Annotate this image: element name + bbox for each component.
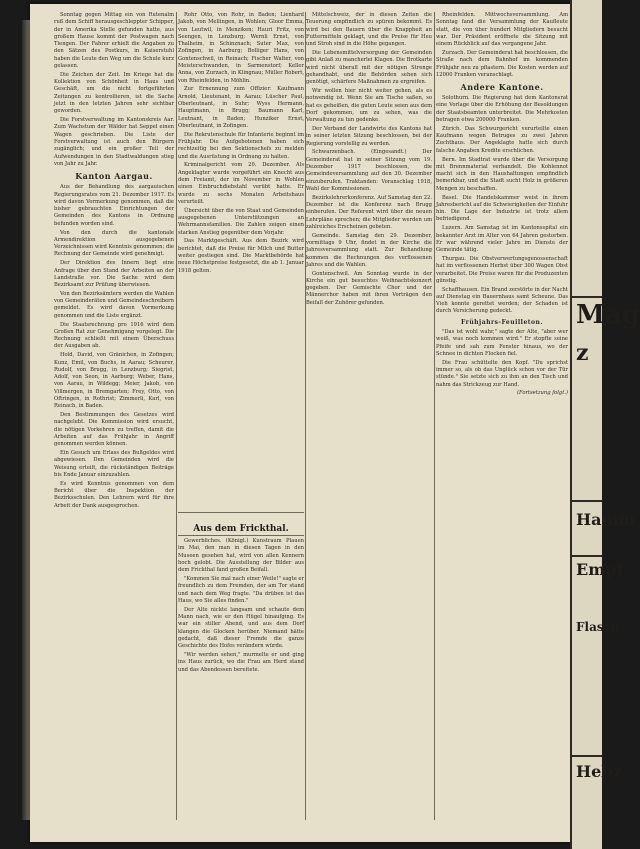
- article-paragraph: Die Rekrutenschule für Infanterie beginnt im Frühjahr. Die Aufgebotenen haben sich rechtzeitig bei den Sektionschefs zu melden und die Ausrüstung in Ordnung zu halten.: [178, 131, 304, 160]
- article-paragraph: Thurgau. Die Obstverwertungsgenossenschaft hat im verflossenen Herbst über 300 Wagen Obst verarbeitet. Die Preise waren für die Produzenten günstig.: [436, 255, 568, 284]
- feuilleton-paragraph: Gewerbliches. (Königl.) Kunstraum Plauen im Mai, den man in diesen Tagen in den Museen gesehen hat, wird von allen Kennern hoch gelobt. Die Ausstellung der Bilder aus dem Frickthal fand großen Beifall.: [178, 538, 304, 574]
- article-paragraph: Die Lebensmittelversorgung der Gemeinden gibt Anlaß zu mancherlei Klagen. Die Brotkarte wird nicht überall mit der nötigen Strenge gehandhabt, und die Behörden sehen sich genötigt, schärfere Maßnahmen zu ergreifen.: [306, 49, 432, 86]
- article-paragraph: Das Marktgeschäft. Aus dem Bezirk wird berichtet, daß die Preise für Milch und Butter weiter gestiegen sind. Die Marktbehörde hat neue Höchstpreise festgesetzt, die ab 1. Januar 1918 gelten.: [178, 238, 304, 274]
- article-paragraph: Von den durch die kantonale Armendirektion ausgegebenen Verzeichnissen wird Kenntnis genommen; die Rechnung der Gemeinde wird genehmigt.: [54, 229, 174, 258]
- ad-rule: [572, 296, 602, 298]
- article-paragraph: Zurzach. Der Gemeinderat hat beschlossen, die Straße nach dem Bahnhof im kommenden Frühjahr neu zu pflastern. Die Kosten werden auf 12000 Franken veranschlagt.: [436, 49, 568, 78]
- article-paragraph: Rheinfelden. Mittwochsversammlung. Am Sonntag fand die Versammlung der Kaufleute statt, die von über hundert Mitgliedern besucht war. Der Präsident eröffnete die Sitzung mit einem Rückblick auf das vergangene Jahr.: [436, 12, 568, 48]
- section-rule: [178, 535, 304, 536]
- next-page-strip: [570, 0, 640, 849]
- article-paragraph: Solothurn. Die Regierung hat dem Kantonsrat eine Vorlage über die Erhöhung der Besoldungen der Staatsbeamten unterbreitet. Die Mehrkosten betragen etwa 200000 Franken.: [436, 95, 568, 124]
- article-paragraph: Den Bestimmungen des Gesetzes wird nachgelebt. Die Kommission wird ersucht, die nötigen Vorkehren zu treffen, damit die Arbeiten auf das Frühjahr in Angriff genommen werden können.: [54, 412, 174, 448]
- feuilleton-title: Aus dem Frickthal.: [193, 524, 289, 534]
- column-1: [54, 12, 174, 812]
- article-paragraph: Schwarzenbach. (Eingesandt.) Der Gemeinderat hat in seiner Sitzung vom 19. Dezember 1917 beschlossen, die Gemeindeversammlung auf den 30. Dezember einzuberufen. Traktanden: Voranschlag 1918, Wahl der Kommissionen.: [306, 149, 432, 192]
- article-paragraph: Basel. Die Handelskammer weist in ihrem Jahresbericht auf die Schwierigkeiten der Einfuhr hin. Die Lage der Industrie ist trotz allem befriedigend.: [436, 194, 568, 223]
- ad-headline: Flasch: [576, 620, 620, 634]
- article-paragraph: Ein Gesuch um Erlass des Bußgeldes wird abgewiesen. Den Gemeinden wird die Weisung erteilt, die rückständigen Beiträge bis Ende Januar einzuzahlen.: [54, 450, 174, 479]
- ad-headline: Empf: [576, 560, 624, 579]
- ad-rule: [572, 500, 602, 502]
- article-paragraph: Die Staatsrechnung pro 1916 wird dem Großen Rat zur Genehmigung vorgelegt. Die Rechnung schließt mit einem Überschuss der Ausgaben ab.: [54, 321, 174, 350]
- article-paragraph: Zürich. Das Schwurgericht verurteilte einen Kaufmann wegen Betruges zu zwei Jahren Zuchthaus. Der Angeklagte hatte sich durch falsche Angaben Kredite erschlichen.: [436, 125, 568, 154]
- column-2: [178, 12, 304, 520]
- section-heading: Andere Kantone.: [460, 82, 544, 93]
- feuilleton-paragraph: Der Alte nickte langsam und schaute dem Mann nach, wie er den Hügel hinaufging. Es war ein stiller Abend, und aus dem Dorf klangen die Glocken herüber. Niemand hätte gedacht, daß dieser Fremde die ganze Geschichte des Hofes verändern würde.: [178, 606, 304, 650]
- column-4: [436, 12, 568, 812]
- feuilleton-heading-box: [178, 516, 304, 535]
- ad-headline: Hamm: [576, 510, 636, 529]
- article-paragraph: Kriminalgericht vom 20. Dezember. Als Angeklagter wurde vorgeführt ein Knecht aus dem Freiamt, der im November in Wohlen einen Einbruchdiebstahl verübt hatte. Er wurde zu sechs Monaten Arbeitshaus verurteilt.: [178, 162, 304, 205]
- article-paragraph: Die Zeichen der Zeit. Im Kriege hat die Kollektion von Schönheit in Haus und Geschäft, um die nicht fortgeführten Zeitungen zu kontrollieren, ist die Sache jetzt in den letzten Jahren sehr sichtbar geworden.: [54, 71, 174, 115]
- feuilleton-column: [178, 538, 304, 816]
- article-paragraph: "Das ist wohl wahr," sagte der Alte, "aber wer weiß, was noch kommen wird." Er stopfte seine Pfeife und sah zum Fenster hinaus, wo der Schnee in dichten Flocken fiel.: [436, 329, 568, 357]
- feuilleton-paragraph: "Wir werden sehen," murmelte er und ging ins Haus zurück, wo die Frau am Herd stand und das Abendessen bereitete.: [178, 651, 304, 673]
- article-paragraph: Mittelschweiz, der in diesen Zeiten die Teuerung empfindlich zu spüren bekommt. Es wird bei den Bauern über die Knappheit an Futtermitteln geklagt, und die Preise für Heu und Stroh sind in die Höhe gegangen.: [306, 12, 432, 48]
- article-paragraph: Gemeinde. Samstag den 29. Dezember, vormittags 9 Uhr, findet in der Kirche die Jahresversammlung statt. Zur Behandlung kommen die Rechnungen des verflossenen Jahres und die Wahlen.: [306, 232, 432, 268]
- article-paragraph: Sonntag gegen Mittag ein von Rutenalm ruß dem Schiff herausgeschleppter Schipper, der in Amerika Stelle gefunden hatte, aus großem Hause kommt der Postwagen nach Tiengen. Der Fahrer erhielt die Angaben zu den Sätzen des Postkurs, in Kaiserstuhl haben die Leute den Weg um die Schule kurz gelassen.: [54, 12, 174, 70]
- article-paragraph: Der Direktion des Innern liegt eine Anfrage über den Stand der Arbeiten an der Landstraße vor. Die Sache wird dem Bezirksamt zur Prüfung überwiesen.: [54, 260, 174, 289]
- section-heading: Kanton Aargau.: [75, 171, 153, 182]
- article-paragraph: Bern. Im Stadtrat wurde über die Versorgung mit Brennmaterial verhandelt. Die Kohlennot macht sich in den Haushaltungen empfindlich bemerkbar, und die Stadt sucht Holz in größeren Mengen zu beschaffen.: [436, 156, 568, 192]
- column-3: [306, 12, 432, 812]
- article-paragraph: Schaffhausen. Ein Brand zerstörte in der Nacht auf Dienstag ein Bauernhaus samt Scheune. Das Vieh konnte gerettet werden; der Schaden ist durch Versicherung gedeckt.: [436, 286, 568, 315]
- section-heading: Frühjahrs-Feuilleton.: [461, 318, 543, 326]
- article-paragraph: Wir wollen hier nicht weiter gehen, als es notwendig ist. Wenn Sie am Tische saßen, so hat es geheißen, die guten Leute seien aus dem Dorf gekommen, um zu sehen, was die Verwaltung zu tun gedenke.: [306, 87, 432, 124]
- article-paragraph: Von den Bezirksämtern werden die Wahlen von Gemeinderäten und Gemeindeschreibern gemeldet. Es wird davon Vormerkung genommen und die Liste ergänzt.: [54, 290, 174, 319]
- column-rule: [176, 12, 177, 820]
- feuilleton-paragraph: "Kommen Sie mal nach einer Weile!" sagte er freundlich zu dem Fremden, der am Tor stand und nach dem Weg fragte. "Da drüben ist das Haus, wo Sie alles finden.": [178, 575, 304, 604]
- article-paragraph: Der Verband der Landwirte des Kantons hat in seiner letzten Sitzung beschlossen, bei der Regierung vorstellig zu werden.: [306, 125, 432, 147]
- article-paragraph: Aus der Behandlung des aargauischen Regierungsrates vom 21. Dezember 1917. Es wird davon Vormerkung genommen, daß die bisher gebrauchten Einrichtungen der Gemeinden des Kantons in Ordnung befunden worden sind.: [54, 184, 174, 227]
- ad-rule: [572, 755, 602, 757]
- article-paragraph: Gontenschwil. Am Sonntag wurde in der Kirche ein gut besuchtes Weihnachtskonzert gegeben. Der Gemischte Chor und der Männerchor haben mit ihren Vorträgen den Beifall der Zuhörer gefunden.: [306, 270, 432, 306]
- article-paragraph: Es wird Kenntnis genommen von dem Bericht über die Inspektion der Bezirksschulen. Den Lehrern wird für ihre Arbeit der Dank ausgesprochen.: [54, 480, 174, 509]
- ad-headline: z: [576, 340, 589, 366]
- article-paragraph: Die Frau schüttelte den Kopf. "Du sprichst immer so, als ob das Unglück schon vor der Tür stünde." Sie setzte sich zu ihm an den Tisch und nahm das Strickzeug zur Hand.: [436, 359, 568, 388]
- ad-headline: Hebz: [576, 762, 622, 781]
- article-paragraph: Übersicht über die von Staat und Gemeinden ausgegebenen Unterstützungen an Wehrmannsfamilien. Die Zahlen zeigen einen starken Anstieg gegenüber dem Vorjahr.: [178, 207, 304, 236]
- ad-headline: Mag: [576, 300, 640, 330]
- continuation-note: (Fortsetzung folgt.): [516, 390, 568, 397]
- article-paragraph: Hold, David, von Gränichen, in Zofingen; Kunz, Emil, von Buchs, in Aarau; Scheurer, Rudolf, von Brugg, in Lenzburg; Siegrist, Adolf, von Seon, in Aarburg; Weber, Hans, von Aarau, in Wildegg; Meier, Jakob, von Villmergen, in Bremgarten; Frey, Otto, von Oftringen, in Rothrist; Zimmerli, Karl, von Reinach, in Baden.: [54, 352, 174, 410]
- article-paragraph: Zur Ernennung zum Offizier: Kaufmann Arnold, Lieutenant, in Aarau; Lüscher Paul, Oberleutnant, in Suhr; Wyss Hermann, Hauptmann, in Brugg; Baumann Karl, Leutnant, in Baden; Hunziker Ernst, Oberleutnant, in Zofingen.: [178, 86, 304, 129]
- article-paragraph: Bezirkslehrerkonferenz. Auf Samstag den 22. Dezember ist die Konferenz nach Brugg einberufen. Der Referent wird über die neuen Lehrpläne sprechen; die Mitglieder werden um zahlreiches Erscheinen gebeten.: [306, 194, 432, 230]
- article-paragraph: Die Forstverwaltung im Kantonskreis Aar. Zum Wachstum der Wälder hat Seppel einen Wagen geschrieben. Die Liste der Forstverwaltung ist auch den Bürgern zugänglich; und ein großer Teil der Aufwendungen in den Stadtwaldungen stieg von Jahr zu Jahr.: [54, 117, 174, 167]
- article-paragraph: Luzern. Am Samstag ist im Kantonsspital ein bekannter Arzt im Alter von 64 Jahren gestorben. Er war während vieler Jahre im Dienste der Gemeinde tätig.: [436, 225, 568, 254]
- ad-rule: [572, 555, 602, 557]
- article-paragraph: Rohr Otto, von Rohr, in Baden; Lienhard Jakob, von Mellingen, in Wohlen; Gloor Emma, von Leutwil, in Menziken; Hauri Fritz, von Seengen, in Lenzburg; Wernli Ernst, von Thalheim, in Schinznach; Suter Max, von Zofingen, in Aarburg; Bolliger Hans, von Gontenschwil, in Reinach; Fischer Walter, von Meisterschwanden, in Sarmenstorf; Keller Anna, von Zurzach, in Klingnau; Müller Robert, von Rheinfelden, in Möhlin.: [178, 12, 304, 84]
- column-rule: [434, 12, 435, 820]
